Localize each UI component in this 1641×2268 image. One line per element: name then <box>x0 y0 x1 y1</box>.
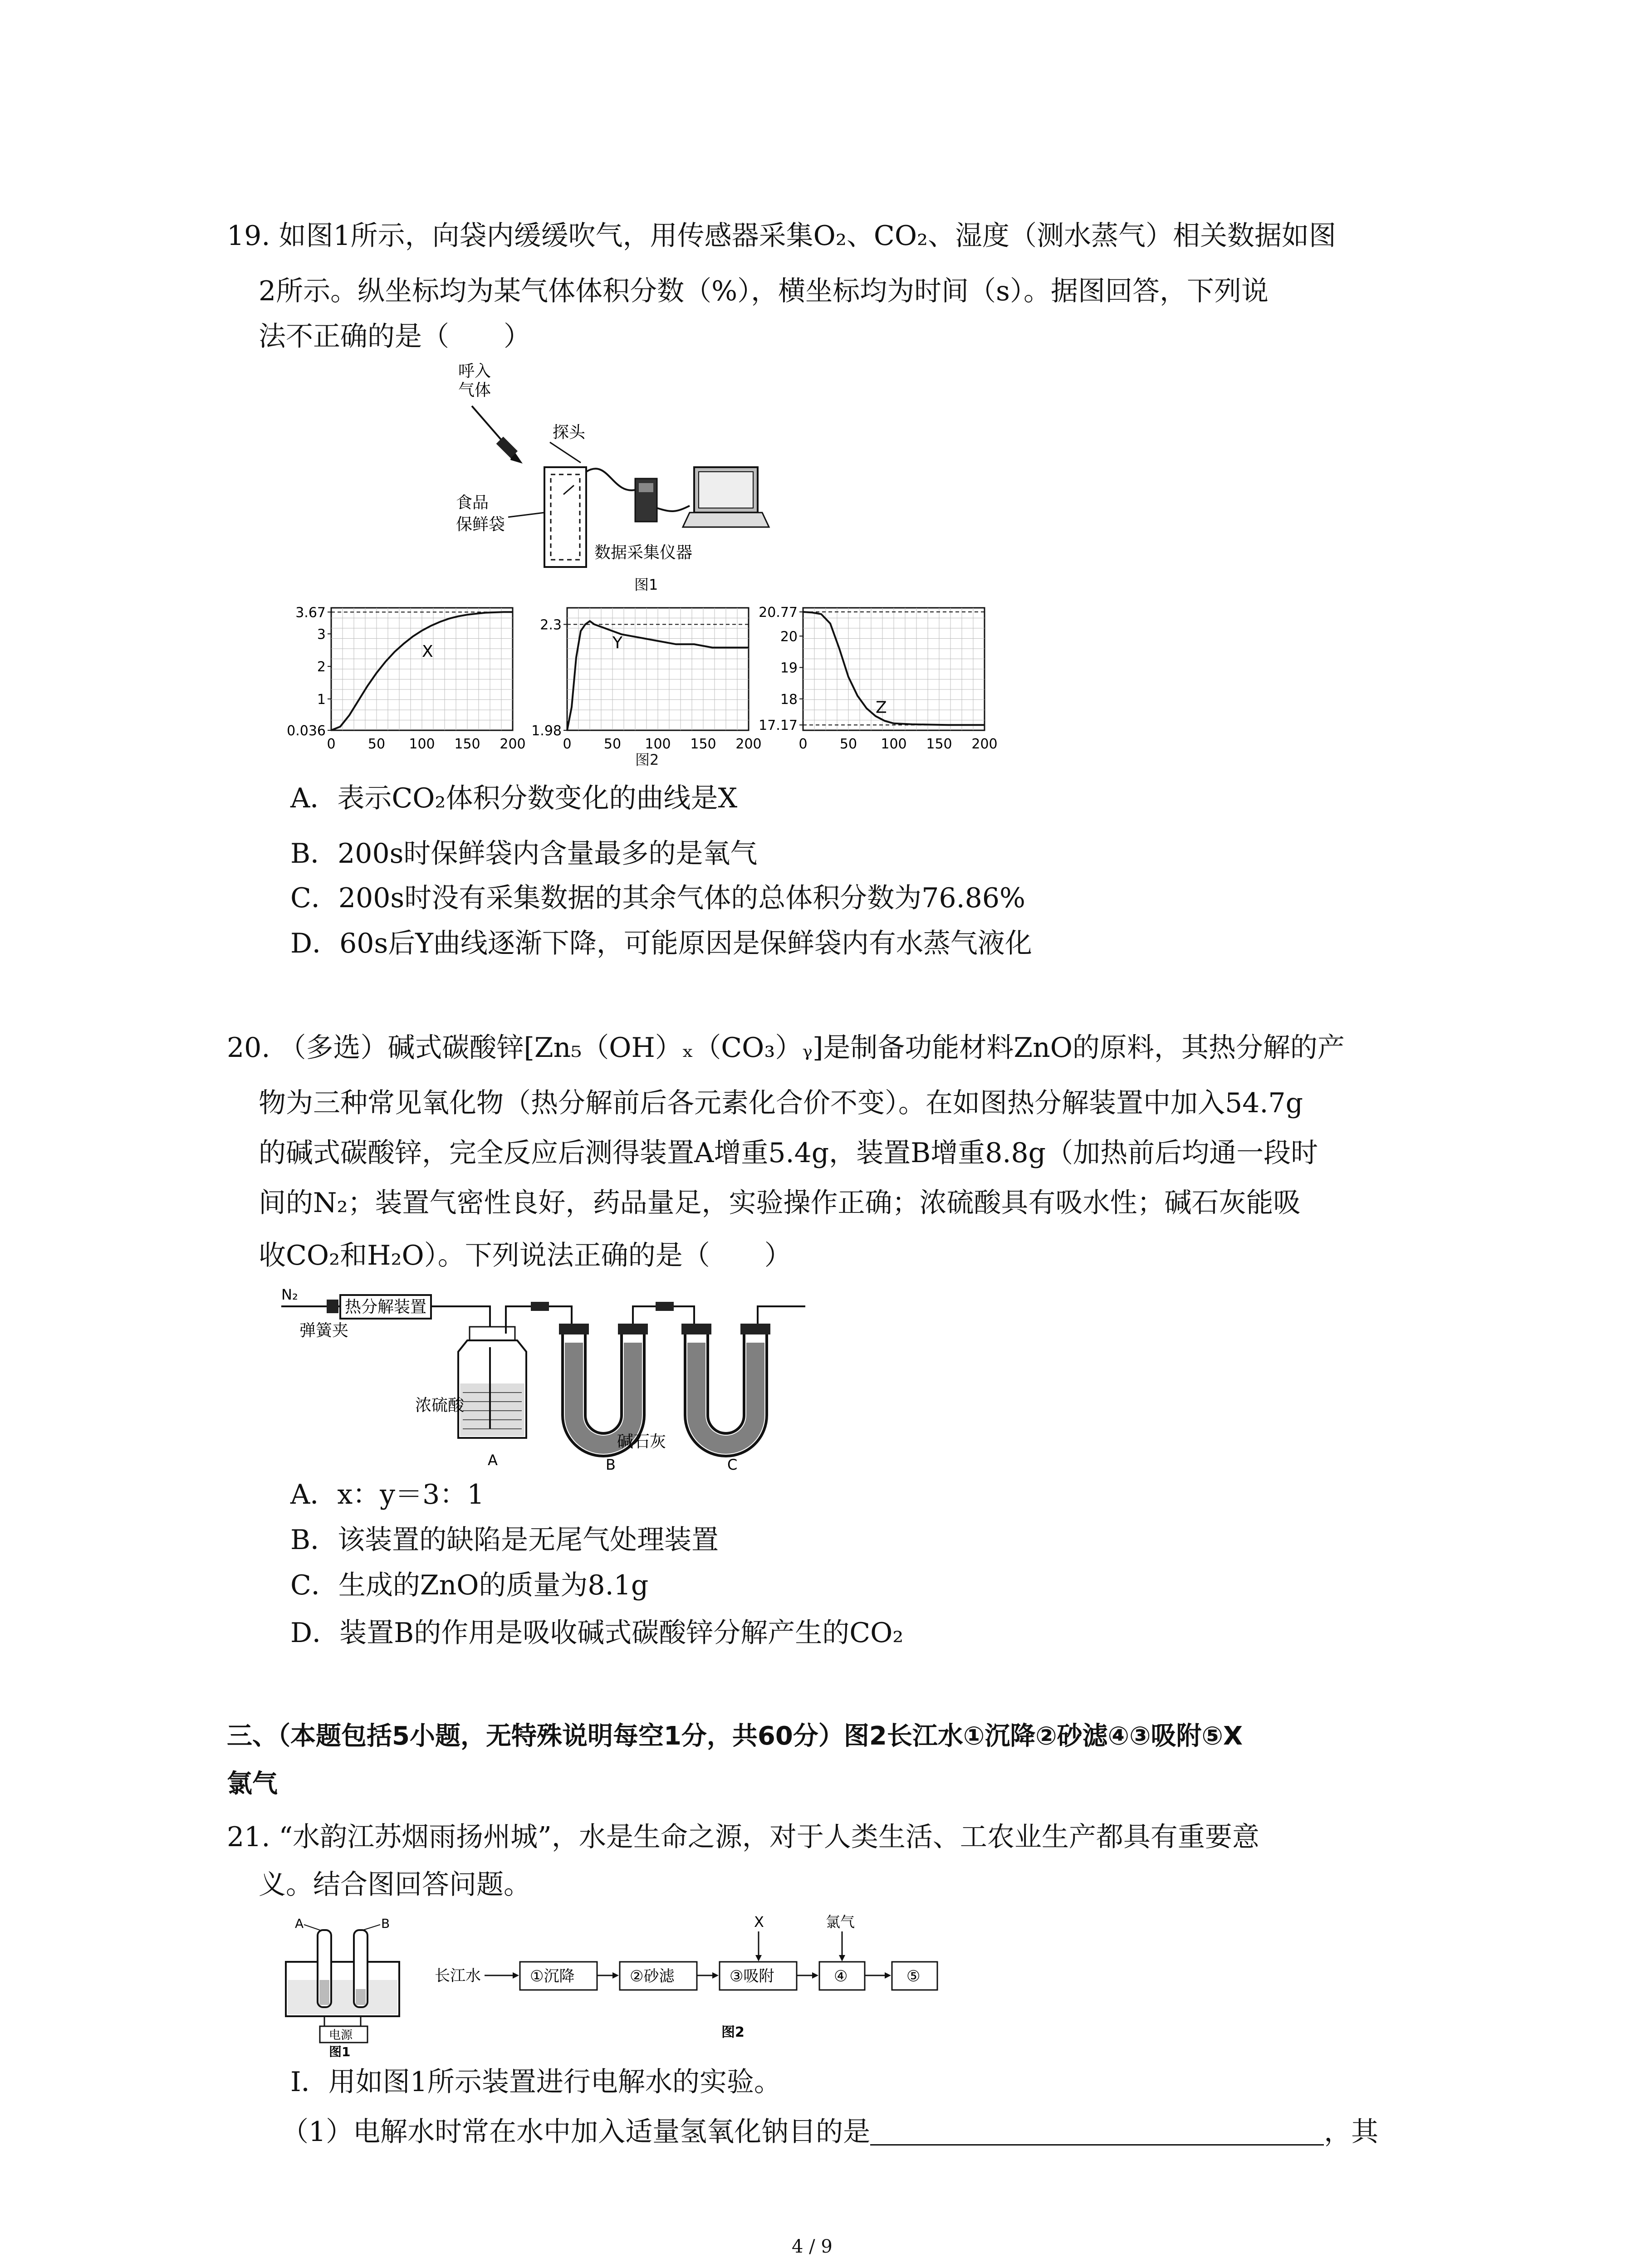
bag-label-2: 保鲜袋 <box>456 515 505 534</box>
inhale-label-1: 呼入 <box>458 362 491 381</box>
chart-3-ytick-label: 19 <box>780 660 798 676</box>
q20-line3: 的碱式碳酸锌，完全反应后测得装置A增重5.4g，装置B增重8.8g（加热前后均通一段时 <box>259 1137 1318 1169</box>
q21-electrolysis-figure <box>277 1912 413 2057</box>
chart-3-xtick-label: 0 <box>798 736 808 752</box>
q21-line2: 义。结合图回答问题。 <box>259 1869 531 1901</box>
q19-line2: 2所示。纵坐标均为某气体体积分数（%），横坐标均为时间（s）。据图回答，下列说 <box>259 275 1269 307</box>
tube-c-label: C <box>727 1456 738 1473</box>
q19-figure1 <box>445 358 789 599</box>
chart-2-series-label: Y <box>612 633 622 652</box>
q19-option-d: D．60s后Y曲线逐渐下降，可能原因是保鲜袋内有水蒸气液化 <box>290 928 1032 959</box>
section3-heading-line2: 氯气 <box>227 1769 278 1799</box>
q20-line1: 20. （多选）碱式碳酸锌[Zn₅（OH）ₓ（CO₃）ᵧ]是制备功能材料ZnO的原料，其热分解的产 <box>227 1032 1345 1064</box>
chart-1-xtick-label: 150 <box>454 736 480 752</box>
q19-line1: 19. 如图1所示，向袋内缓缓吹气，用传感器采集O₂、CO₂、湿度（测水蒸气）相关数据如图 <box>227 220 1337 252</box>
flow-step-2: ②砂滤 <box>630 1967 675 1985</box>
chart-1-ytick-label: 0.036 <box>287 723 326 739</box>
chart-1-xtick-label: 50 <box>367 736 386 752</box>
chart-1-xtick-label: 100 <box>409 736 435 752</box>
q20-option-a: A．x：y＝3：1 <box>290 1479 485 1510</box>
q21-part1: Ⅰ．用如图1所示装置进行电解水的实验。 <box>290 2066 781 2098</box>
n2-label: N₂ <box>281 1286 298 1303</box>
electrode-a-label: A <box>295 1916 304 1931</box>
chart-2-xtick-label: 0 <box>563 736 572 752</box>
heater-label: 热分解装置 <box>345 1298 427 1316</box>
chart-2-xtick-label: 50 <box>603 736 622 752</box>
q20-apparatus-figure <box>272 1279 826 1479</box>
q21-sub1-answer-blank[interactable] <box>870 2121 1324 2146</box>
chart-3-xtick-label: 150 <box>926 736 952 752</box>
chart-2-xtick-label: 100 <box>645 736 671 752</box>
flow-step-3: ③吸附 <box>730 1967 774 1985</box>
chart-1-series-label: X <box>422 642 433 661</box>
chart-3-ytick-label: 17.17 <box>759 718 798 734</box>
chart-1-ytick-label: 2 <box>317 659 326 675</box>
chart-3-xtick-label: 200 <box>971 736 998 752</box>
q20-line2: 物为三种常见氧化物（热分解前后各元素化合价不变）。在如图热分解装置中加入54.7g <box>259 1087 1303 1119</box>
q21-water-treatment-figure <box>431 1905 989 2046</box>
q21-fig1-caption: 图1 <box>329 2044 351 2057</box>
chart-1-ytick-label: 3.67 <box>295 605 326 621</box>
q21-fig2-caption: 图2 <box>721 2024 745 2040</box>
inhale-label-2: 气体 <box>458 381 491 400</box>
tube-b-label: B <box>606 1456 616 1473</box>
q19-line3: 法不正确的是（ ） <box>259 321 531 352</box>
chart-2-ytick-label: 1.98 <box>531 723 562 739</box>
chart-1-ytick-label: 3 <box>317 626 326 643</box>
bottle-a-label: A <box>488 1452 498 1469</box>
flow-chlorine-label: 氯气 <box>826 1913 855 1931</box>
acid-label: 浓硫酸 <box>415 1396 465 1415</box>
flow-source: 长江水 <box>435 1967 481 1985</box>
collector-label: 数据采集仪器 <box>594 543 693 562</box>
flow-step-1: ①沉降 <box>530 1967 575 1985</box>
chart-2-xtick-label: 150 <box>690 736 716 752</box>
flow-step-5: ⑤ <box>906 1967 921 1985</box>
q20-line5: 收CO₂和H₂O）。下列说法正确的是（ ） <box>259 1240 792 1271</box>
flow-x-label: X <box>754 1913 764 1931</box>
chart-1-xtick-label: 200 <box>500 736 526 752</box>
q20-option-c: C．生成的ZnO的质量为8.1g <box>290 1569 649 1601</box>
chart-3-ytick-label: 20 <box>780 629 798 645</box>
flow-step-4: ④ <box>834 1967 848 1985</box>
chart-3-series-label: Z <box>876 698 887 717</box>
q19-option-a: A．表示CO₂体积分数变化的曲线是X <box>290 782 738 814</box>
electrode-b-label: B <box>381 1916 390 1931</box>
bag-label-1: 食品 <box>456 494 489 512</box>
q20-line4: 间的N₂；装置气密性良好，药品量足，实验操作正确；浓硫酸具有吸水性；碱石灰能吸 <box>259 1187 1301 1219</box>
q20-option-d: D．装置B的作用是吸收碱式碳酸锌分解产生的CO₂ <box>290 1617 904 1649</box>
clamp-label: 弹簧夹 <box>299 1321 349 1340</box>
q21-sub1-prompt: （1）电解水时常在水中加入适量氢氧化钠目的是 <box>281 2116 871 2148</box>
chart-3-xtick-label: 100 <box>881 736 907 752</box>
q21-line1: 21. “水韵江苏烟雨扬州城”，水是生命之源，对于人类生活、工农业生产都具有重要意 <box>227 1821 1259 1853</box>
chart-1-xtick-label: 0 <box>327 736 336 752</box>
chart-1-ytick-label: 1 <box>317 691 326 708</box>
power-label: 电源 <box>329 2028 353 2042</box>
chart-3-ytick-label: 20.77 <box>759 605 798 621</box>
section3-heading-line1: 三、（本题包括5小题，无特殊说明每空1分，共60分）图2长江水①沉降②砂滤④③吸附⑤X <box>227 1721 1243 1751</box>
q20-option-b: B．该装置的缺陷是无尾气处理装置 <box>290 1524 719 1556</box>
chart-3-ytick-label: 18 <box>780 691 798 708</box>
q21-sub1-continuation: ，其 <box>1324 2116 1379 2148</box>
q19-option-b: B．200s时保鲜袋内含量最多的是氧气 <box>290 838 758 870</box>
page-number: 4 / 9 <box>792 2236 833 2257</box>
fig1-caption: 图1 <box>634 576 658 593</box>
chart-2-ytick-label: 2.3 <box>540 617 562 633</box>
lime-label: 碱石灰 <box>617 1432 666 1451</box>
q21-sub1 <box>281 2118 1378 2146</box>
fig2-caption: 图2 <box>635 751 659 768</box>
q19-option-c: C．200s时没有采集数据的其余气体的总体积分数为76.86% <box>290 882 1025 914</box>
chart-2-xtick-label: 200 <box>735 736 762 752</box>
chart-3-xtick-label: 50 <box>839 736 857 752</box>
probe-label: 探头 <box>553 423 586 442</box>
